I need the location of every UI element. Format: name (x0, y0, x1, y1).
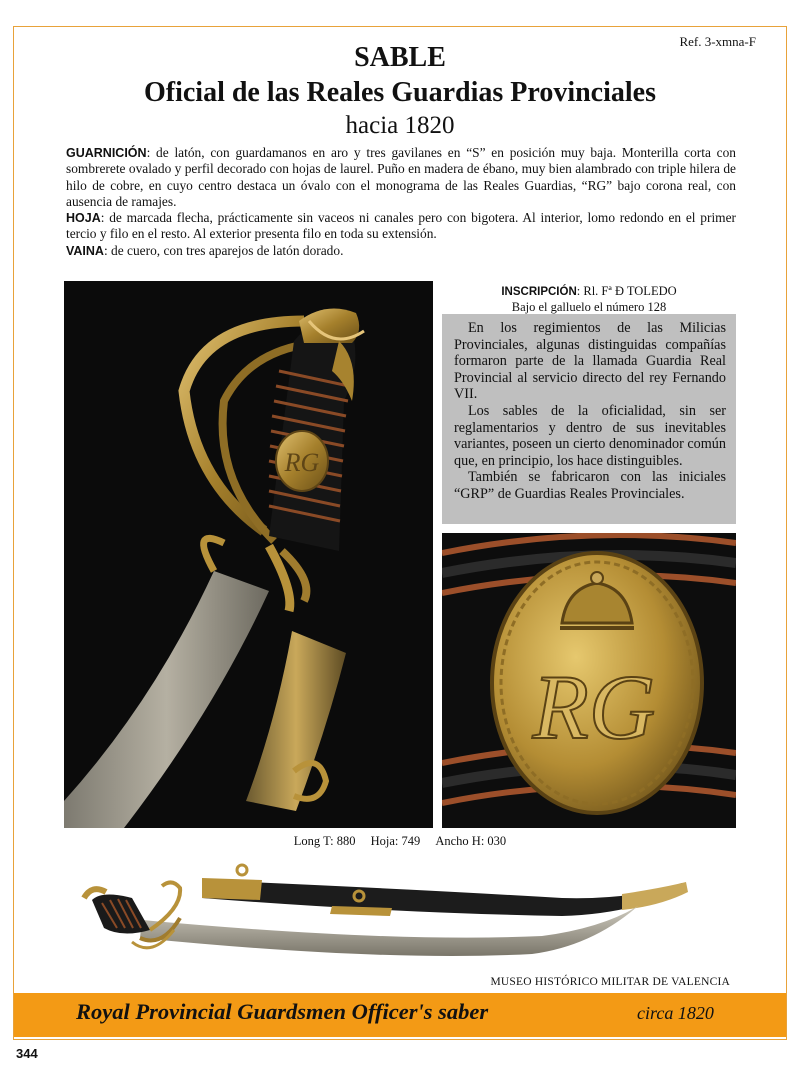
history-note (442, 314, 736, 524)
museum-credit: MUSEO HISTÓRICO MILITAR DE VALENCIA (490, 976, 730, 988)
description-vaina (66, 243, 736, 259)
hilt-monogram: RG (284, 448, 320, 477)
history-paragraph-1: En los regimientos de las Milicias Provinciales, algunas distinguidas compañías formaron parte de la llamada Guardia Real Provincial al servicio directo del rey Fernando VII. (454, 320, 726, 403)
page-title: SABLE (354, 42, 446, 73)
page-date: hacia 1820 (345, 112, 455, 139)
vaina-text: : de cuero, con tres aparejos de latón dorado. (103, 242, 344, 258)
guarnicion-label: GUARNICIÓN (66, 146, 147, 160)
dimensions (0, 834, 800, 849)
description-guarnicion (66, 145, 736, 210)
description (66, 145, 736, 259)
history-paragraph-2: Los sables de la oficialidad, sin ser reglamentarios y dentro de sus inevitables variantes, poseen un cierto denominador común que, en principio, los hace distinguibles. (454, 402, 726, 469)
monogram-detail-photo (442, 533, 736, 828)
dimension-length: Long T: 880 (293, 834, 356, 848)
dimension-width: Ancho H: 030 (435, 834, 507, 848)
hoja-text: : de marcada flecha, prácticamente sin vaceos ni canales pero con bigotera. Al interior, lomo redondo en el primer tercio y filo en el resto. Al exterior presenta filo en toda su extensión. (66, 210, 736, 242)
hoja-label: HOJA (66, 211, 101, 226)
dimension-blade: Hoja: 749 (370, 834, 421, 848)
inscription-line1 (442, 284, 736, 300)
page-number: 344 (16, 1046, 38, 1061)
full-saber-photo (62, 858, 702, 980)
page-subtitle: Oficial de las Reales Guardias Provinciales (143, 77, 656, 108)
guarnicion-text: : de latón, con guardamanos en aro y tres gavilanes en “S” en posición muy baja. Monterilla corta con sombrerete ovalado y perfil decorado con hojas de laurel. Puño en madera de ébano, muy bien alambrado con triple hilera de hilo de cobre, en cuyo centro destaca un óvalo con el monograma de las Reales Guardias, “RG” bajo corona real, con ausencia de ramajes. (66, 145, 736, 209)
description-hoja (66, 210, 736, 243)
hilt-photo (64, 281, 433, 828)
inscription-text: : Rl. Fª Ð TOLEDO (576, 284, 677, 298)
reference-code: Ref. 3-xmna-F (679, 34, 756, 49)
inscription-label: INSCRIPCIÓN (501, 286, 577, 298)
plate-monogram: RG (532, 656, 656, 758)
vaina-label: VAINA (66, 243, 104, 258)
english-title-banner (14, 993, 786, 1037)
english-title: Royal Provincial Guardsmen Officer's saber (76, 999, 489, 1024)
history-paragraph-3: También se fabricaron con las iniciales “GRP” de Guardias Reales Provinciales. (454, 469, 726, 502)
inscription-line2: Bajo el galluelo el número 128 (511, 300, 667, 314)
inscription (442, 284, 736, 315)
english-date: circa 1820 (637, 1003, 714, 1023)
